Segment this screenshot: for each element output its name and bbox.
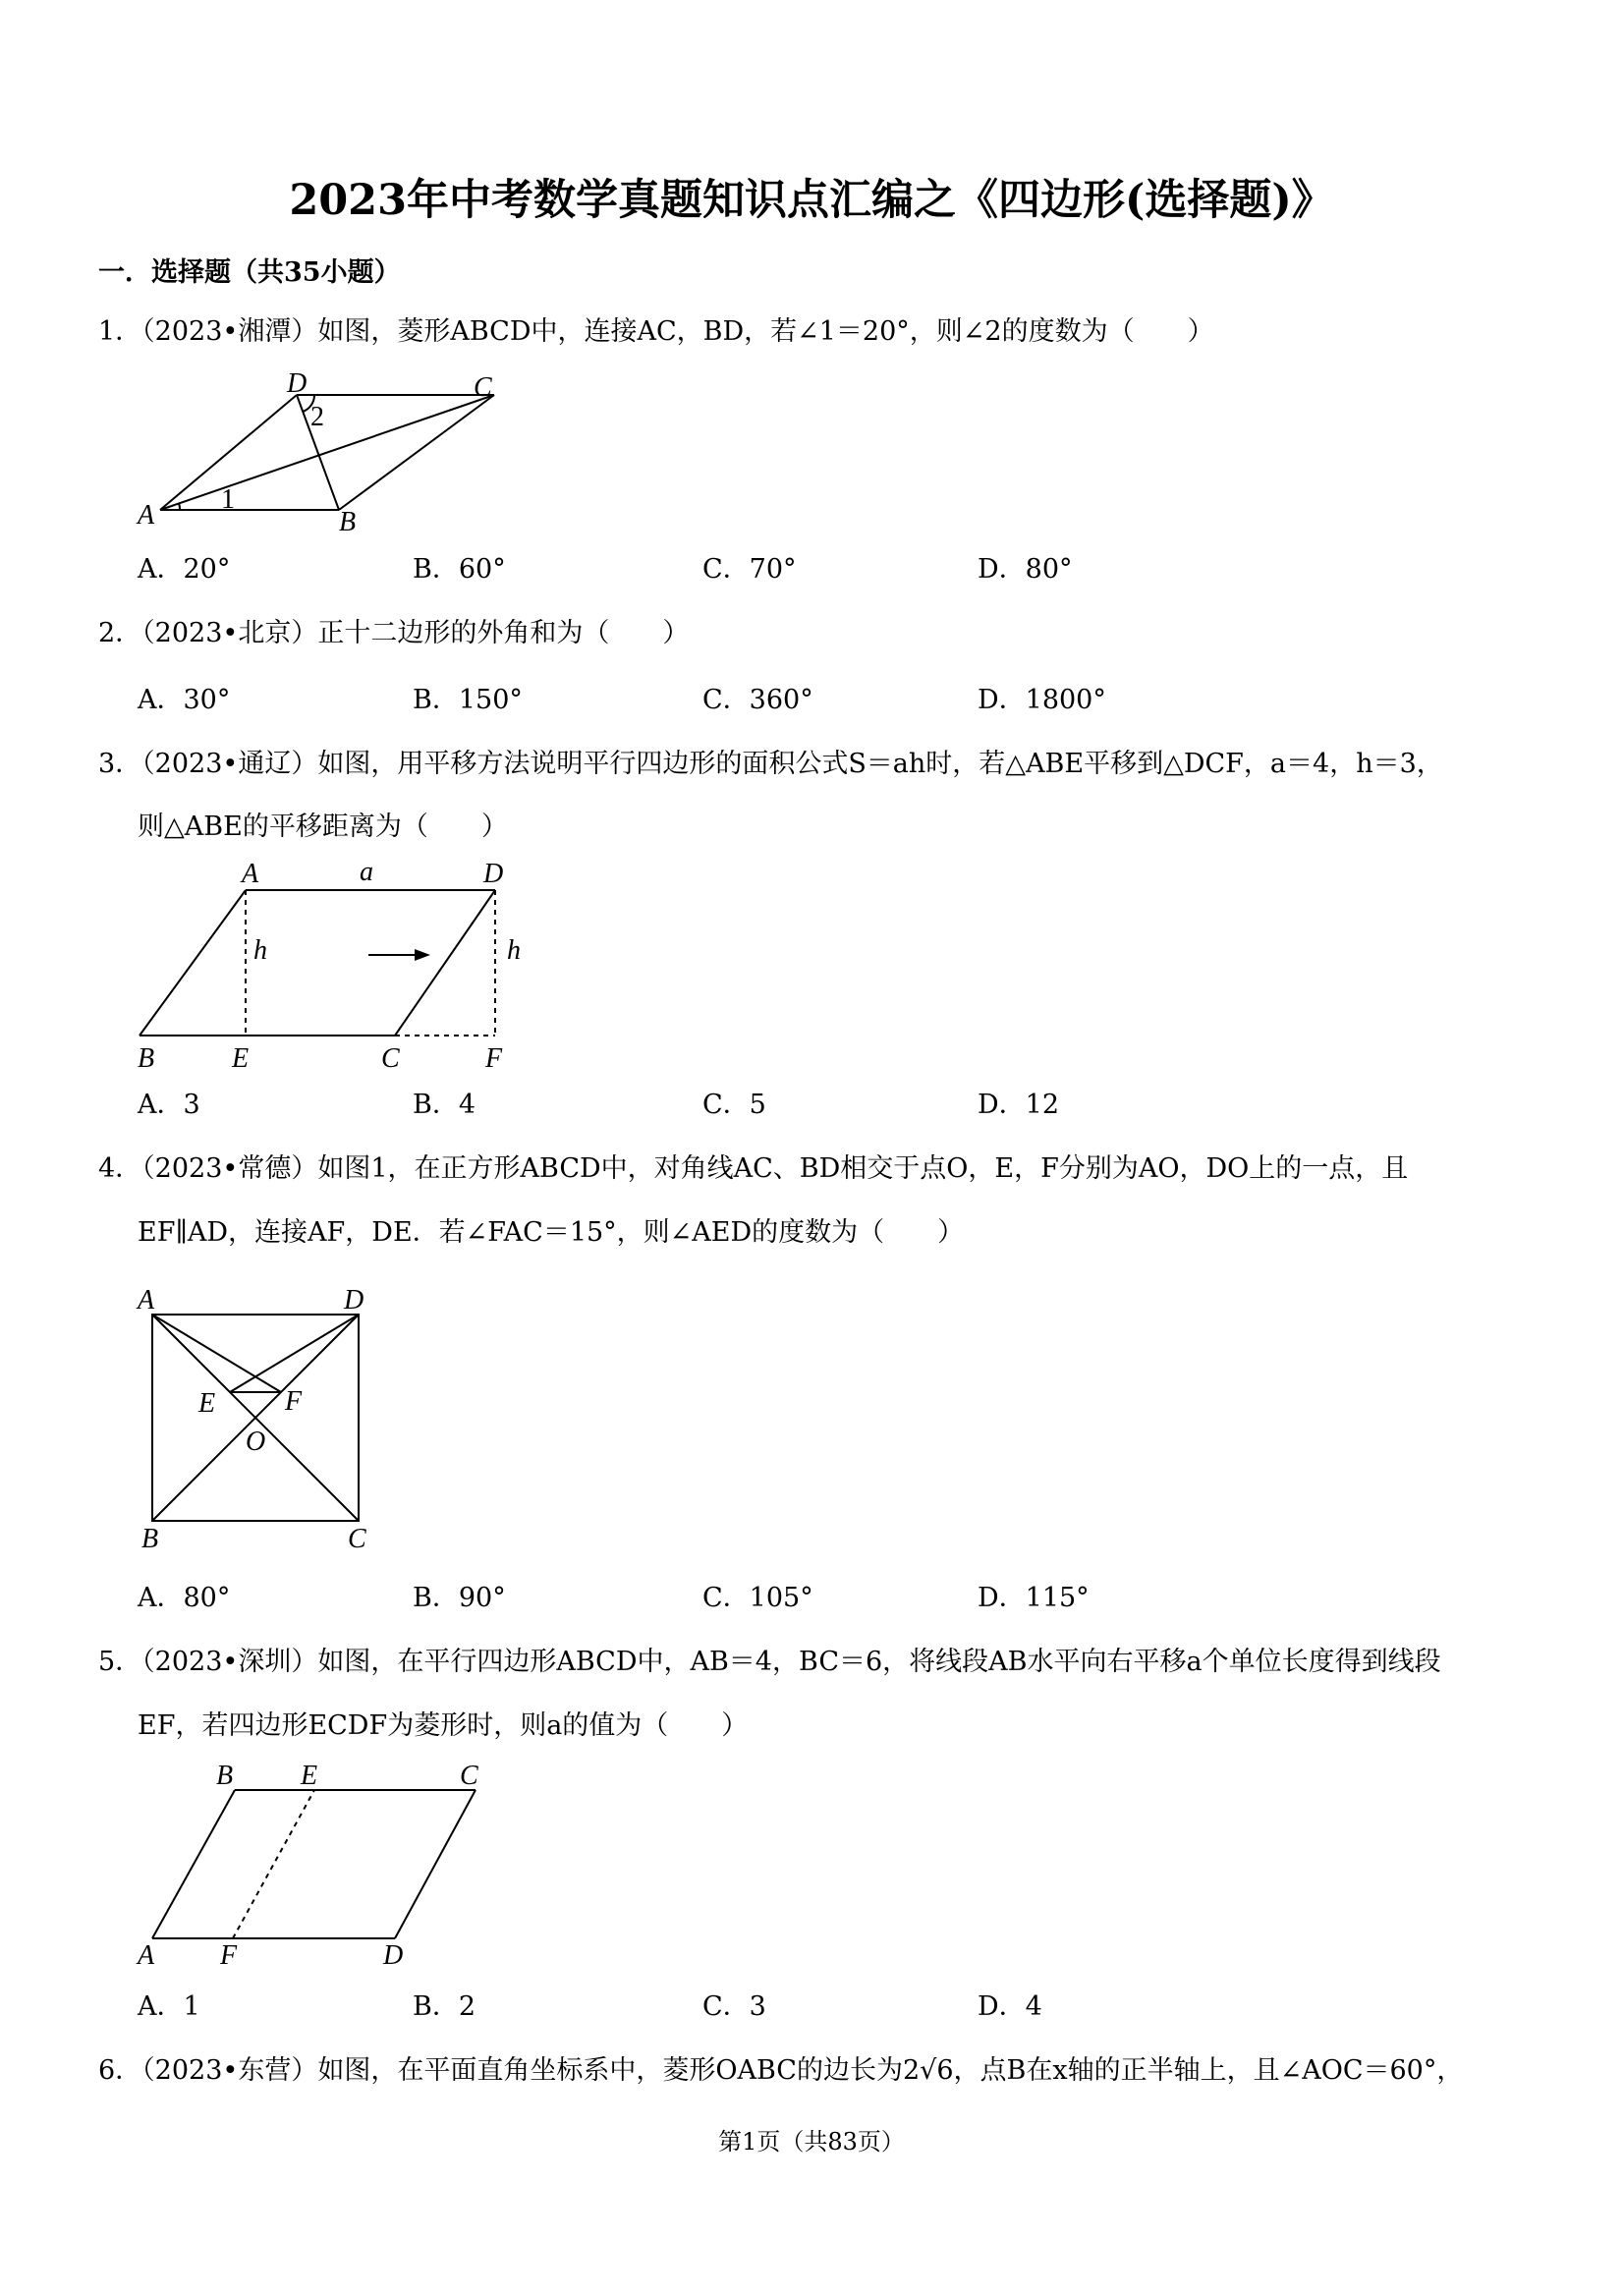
q3-label-c: C	[381, 1043, 400, 1074]
q1-label-2: 2	[310, 402, 324, 432]
q4-option-c: C．105°	[702, 1583, 813, 1613]
q3-option-b: B．4	[413, 1090, 476, 1120]
question-6-text: 6．（2023•东营）如图，在平面直角坐标系中，菱形OABC的边长为2√6，点B在x轴的正半轴上，且∠AOC＝60°，	[98, 2055, 1464, 2086]
q1-label-d: D	[287, 368, 308, 399]
question-4-line-1: 4．（2023•常德）如图1，在正方形ABCD中，对角线AC、BD相交于点O，E，F分别为AO，DO上的一点，且	[98, 1153, 1409, 1184]
q1-option-c: C．70°	[702, 554, 797, 585]
q5-label-c: C	[460, 1761, 478, 1791]
q4-option-a: A．80°	[138, 1583, 231, 1613]
q1-option-b: B．60°	[413, 554, 506, 585]
section-heading: 一．选择题（共35小题）	[98, 257, 401, 288]
question-1-text: 1．（2023•湘潭）如图，菱形ABCD中，连接AC，BD，若∠1＝20°，则∠2的度数为（ ）	[98, 316, 1214, 347]
question-1-figure	[128, 365, 521, 542]
q3-option-a: A．3	[138, 1090, 200, 1120]
question-5-line-2: EF，若四边形ECDF为菱形时，则a的值为（ ）	[138, 1710, 749, 1741]
question-3-line-1: 3．（2023•通辽）如图，用平移方法说明平行四边形的面积公式S＝ah时，若△ABE平移到△DCF，a＝4，h＝3，	[98, 749, 1443, 779]
page-footer: 第1页（共83页）	[718, 2128, 905, 2156]
q2-option-c: C．360°	[702, 685, 813, 715]
q5-option-a: A．1	[138, 1991, 200, 2022]
q5-option-b: B．2	[413, 1991, 476, 2022]
q3-option-c: C．5	[702, 1090, 766, 1120]
q3-label-h-left: h	[253, 935, 267, 966]
q5-label-f: F	[220, 1940, 238, 1971]
q5-label-b: B	[216, 1761, 234, 1791]
q3-label-lower-a: a	[360, 857, 373, 887]
q1-label-c: C	[474, 372, 492, 403]
document-title: 2023年中考数学真题知识点汇编之《四边形(选择题)》	[289, 176, 1334, 225]
question-5-figure	[128, 1754, 501, 1975]
q3-label-h-right: h	[507, 935, 521, 966]
q1-label-1: 1	[221, 484, 235, 515]
q5-option-d: D．4	[978, 1991, 1042, 2022]
q3-option-d: D．12	[978, 1090, 1060, 1120]
q4-label-a: A	[138, 1285, 155, 1316]
q4-option-b: B．90°	[413, 1583, 506, 1613]
q4-label-o: O	[246, 1427, 266, 1457]
q2-option-a: A．30°	[138, 685, 231, 715]
q4-label-c: C	[348, 1524, 366, 1554]
question-2-text: 2．（2023•北京）正十二边形的外角和为（ ）	[98, 618, 690, 648]
q3-label-b: B	[138, 1043, 155, 1074]
q4-label-b: B	[141, 1524, 159, 1554]
q1-label-a: A	[138, 500, 155, 531]
q4-option-d: D．115°	[978, 1583, 1090, 1613]
question-4-line-2: EF∥AD，连接AF，DE．若∠FAC＝15°，则∠AED的度数为（ ）	[138, 1217, 965, 1248]
question-3-line-2: 则△ABE的平移距离为（ ）	[138, 812, 508, 842]
question-4-figure	[128, 1277, 403, 1562]
q1-label-b: B	[339, 507, 357, 537]
q4-label-d: D	[344, 1285, 364, 1316]
q3-label-f: F	[485, 1043, 503, 1074]
q3-label-a: A	[242, 859, 259, 889]
q5-label-d: D	[383, 1940, 404, 1971]
q1-option-d: D．80°	[978, 554, 1073, 585]
q5-label-e: E	[301, 1761, 318, 1791]
q2-option-b: B．150°	[413, 685, 523, 715]
question-3-figure	[128, 855, 540, 1076]
q5-option-c: C．3	[702, 1991, 766, 2022]
q3-label-d: D	[483, 859, 504, 889]
q3-label-e: E	[232, 1043, 250, 1074]
q5-label-a: A	[138, 1940, 155, 1971]
q4-label-f: F	[285, 1386, 303, 1417]
q4-label-e: E	[198, 1388, 216, 1419]
q2-option-d: D．1800°	[978, 685, 1106, 715]
question-5-line-1: 5．（2023•深圳）如图，在平行四边形ABCD中，AB＝4，BC＝6，将线段AB水平向右平移a个单位长度得到线段	[98, 1647, 1441, 1677]
q1-option-a: A．20°	[138, 554, 231, 585]
